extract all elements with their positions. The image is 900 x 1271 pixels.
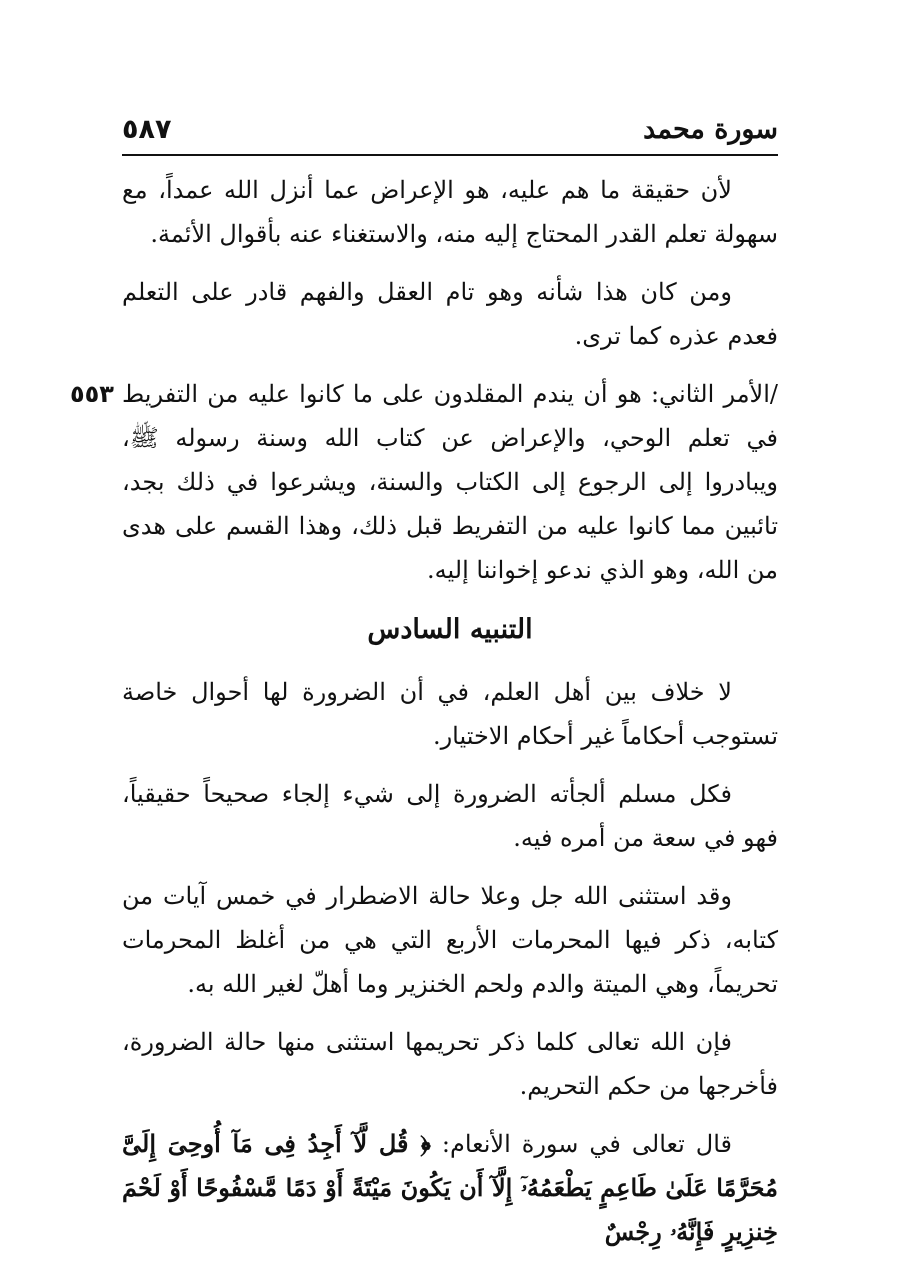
paragraph: /الأمر الثاني: هو أن يندم المقلدون على ما كانوا عليه من التفريط في تعلم الوحي، والإعراض عن كتاب الله وسنة رسوله ﷺ، ويبادروا إلى الرجوع إلى الكتاب والسنة، ويشرعوا في ذلك بجد، تائبين مما كانوا عليه من التفريط قبل ذلك، وهذا القسم على هدى من الله، وهو الذي ندعو إخواننا إليه. [122,380,779,584]
paragraph: لأن حقيقة ما هم عليه، هو الإعراض عما أنزل الله عمداً، مع سهولة تعلم القدر المحتاج إليه منه، والاستغناء عنه بأقوال الأئمة. [122,176,778,248]
paragraph: وقد استثنى الله جل وعلا حالة الاضطرار في خمس آيات من كتابه، ذكر فيها المحرمات الأربع التي هي من أغلظ المحرمات تحريماً، وهي الميتة والدم ولحم الخنزير وما أهلّ لغير الله به. [122,882,779,998]
section-heading: التنبيه السادس [367,614,533,645]
quran-verse: ﴿ قُل لَّآ أَجِدُ فِى مَآ أُوحِىَ إِلَىَّ مُحَرَّمًا عَلَىٰ طَاعِمٍ يَطْعَمُهُۥٓ إِلَّآ أَن يَكُونَ مَيْتَةً أَوْ دَمًا مَّسْفُوحًا أَوْ لَحْمَ خِنزِيرٍ فَإِنَّهُۥ رِجْسٌ [122,1129,778,1246]
page-number: ٥٨٧ [122,114,172,145]
paragraph: فإن الله تعالى كلما ذكر تحريمها استثنى منها حالة الضرورة، فأخرجها من حكم التحريم. [122,1028,778,1100]
paragraph-with-margin-ref [70,372,779,592]
body-text [70,168,779,1268]
paragraph: فكل مسلم ألجأته الضرورة إلى شيء إلجاء صحيحاً حقيقياً، فهو في سعة من أمره فيه. [122,780,778,852]
verse-intro: قال تعالى في سورة الأنعام: [430,1130,732,1158]
surah-title: سورة محمد [643,114,778,145]
margin-reference-number: ٥٥٣ [70,380,114,408]
paragraph-with-quran-verse [122,1122,778,1254]
paragraph: ومن كان هذا شأنه وهو تام العقل والفهم قادر على التعلم فعدم عذره كما ترى. [122,278,778,350]
paragraph: لا خلاف بين أهل العلم، في أن الضرورة لها أحوال خاصة تستوجب أحكاماً غير أحكام الاختيار. [122,678,778,750]
page-header [122,108,778,156]
